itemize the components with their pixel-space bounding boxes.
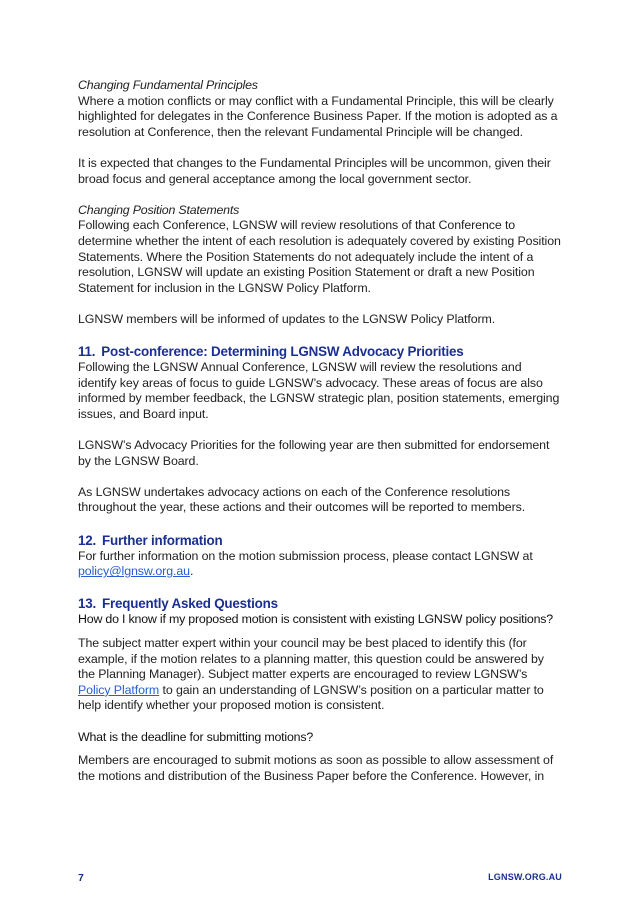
section-12-title: Further information <box>102 532 223 548</box>
section-13-title: Frequently Asked Questions <box>102 596 278 612</box>
section-11-heading <box>78 343 562 360</box>
section-13-number: 13. <box>78 596 97 612</box>
section-11-paragraph-3: As LGNSW undertakes advocacy actions on each of the Conference resolutions throughout the year, these actions and their outcomes will be reported to members. <box>78 484 526 515</box>
policy-platform-link[interactable]: Policy Platform <box>78 682 160 697</box>
faq-question-1: How do I know if my proposed motion is consistent with existing LGNSW policy positions? <box>78 612 553 627</box>
faq-question-2: What is the deadline for submitting motions? <box>78 729 314 744</box>
position-statements-paragraph-1: Following each Conference, LGNSW will review resolutions of that Conference to determine whether the intent of each resolution is adequately covered by existing Position Statements. Where the Position Statements do not adequately include the intent of a resolution, LGNSW will update an existing Position Statement or draft a new Position Statement for inclusion in the LGNSW Policy Platform. <box>78 218 561 295</box>
section-11-paragraph-2: LGNSW’s Advocacy Priorities for the following year are then submitted for endorsement by the LGNSW Board. <box>78 438 550 468</box>
fundamental-principles-paragraph-2: It is expected that changes to the Fundamental Principles will be uncommon, given their broad focus and general acceptance among the local government sector. <box>78 155 551 186</box>
section-12-heading <box>78 532 562 549</box>
faq-answer-2: Members are encouraged to submit motions as soon as possible to allow assessment of the motions and distribution of the Business Paper before the Conference. However, in <box>78 753 554 783</box>
page-number: 7 <box>78 872 84 884</box>
section-12-number: 12. <box>78 532 97 548</box>
page-content <box>78 78 562 784</box>
section-12-paragraph: For further information on the motion submission process, please contact LGNSW at policy@lgnsw.org.au. <box>78 548 533 579</box>
fundamental-principles-paragraph-1: Where a motion conflicts or may conflict with a Fundamental Principle, this will be clearly highlighted for delegates in the Conference Business Paper. If the motion is adopted as a resolution at Conference, then the relevant Fundamental Principle will be changed. <box>78 93 558 139</box>
section-11-title: Post-conference: Determining LGNSW Advocacy Priorities <box>101 344 464 360</box>
footer-site-url: LGNSW.ORG.AU <box>488 872 562 882</box>
position-statements-paragraph-2: LGNSW members will be informed of updates to the LGNSW Policy Platform. <box>78 311 496 326</box>
faq-answer-1: The subject matter expert within your council may be best placed to identify this (for example, if the motion relates to a planning matter, this question could be answered by the Planning Manager). Subject matter experts are encouraged to review LGNSW’s Policy Platform to gain an understanding of LGNSW’s position on a particular matter to help identify whether your proposed motion is consistent. <box>78 636 544 713</box>
section-13-heading <box>78 595 562 612</box>
policy-email-link[interactable]: policy@lgnsw.org.au <box>78 564 190 579</box>
position-statements-heading: Changing Position Statements <box>78 202 240 217</box>
fundamental-principles-heading: Changing Fundamental Principles <box>78 78 258 92</box>
section-11-number: 11. <box>78 344 96 360</box>
section-11-paragraph-1: Following the LGNSW Annual Conference, LGNSW will review the resolutions and identify key areas of focus to guide LGNSW’s advocacy. These areas of focus are also informed by member feedback, the LGNSW strategic plan, position statements, emerging issues, and Board input. <box>78 360 560 421</box>
